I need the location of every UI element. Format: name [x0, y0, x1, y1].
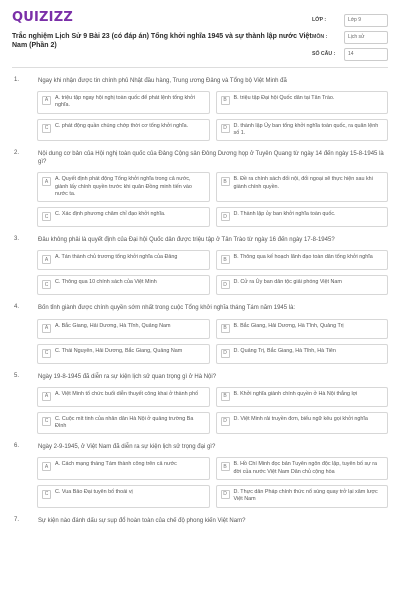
option-letter-box: A — [42, 177, 51, 186]
question-text: Nội dung cơ bản của Hội nghị toàn quốc của Đảng Cộng sản Đông Dương họp ở Tuyên Quang từ ngày 14 đến ngày 15-8-1945 là gì? — [38, 151, 384, 166]
answer-option-c[interactable] — [37, 207, 210, 227]
quizizz-logo: QUIZIZZ — [12, 10, 73, 25]
answer-option-b[interactable] — [216, 319, 389, 339]
question-header — [12, 443, 388, 451]
option-text: C. Xác định phương châm chỉ đạo khởi nghĩa. — [55, 211, 166, 218]
question-number: 3. — [14, 236, 20, 243]
option-letter-box: B — [221, 392, 230, 401]
option-text: A. Tán thành chủ trương tổng khởi nghĩa của Đảng — [55, 254, 178, 261]
question-4 — [12, 304, 388, 363]
answer-option-b[interactable] — [216, 91, 389, 114]
option-text: A. Quyết định phát động Tổng khởi nghĩa trong cả nước, giành lấy chính quyền trước khi quân Đồng minh tiến vào nước ta. — [55, 176, 192, 198]
answer-option-c[interactable] — [37, 344, 210, 364]
question-header — [12, 77, 388, 85]
option-letter-box: C — [42, 349, 51, 358]
option-letter-box: D — [221, 349, 230, 358]
option-text: B. Hồ Chí Minh đọc bản Tuyên ngôn độc lập, tuyên bố sự ra đời của nước Việt Nam Dân chủ cộng hòa — [233, 461, 378, 475]
option-text: D. thành lập Ủy ban tổng khởi nghĩa toàn quốc, ra quân lệnh số 1. — [233, 122, 379, 136]
option-letter-box: A — [42, 324, 51, 333]
answer-option-d[interactable] — [216, 275, 389, 295]
answer-option-b[interactable] — [216, 250, 389, 270]
answer-option-b[interactable] — [216, 457, 389, 480]
answer-option-a[interactable] — [37, 457, 210, 480]
question-text: Ngày 19-8-1945 đã diễn ra sự kiện lịch sử quan trọng gì ở Hà Nội? — [38, 373, 217, 380]
option-text: A. Cách mạng tháng Tám thành công trên cả nước — [55, 461, 177, 468]
option-text: B. triệu tập Đại hội Quốc dân tại Tân Trào. — [233, 95, 335, 102]
answer-option-c[interactable] — [37, 275, 210, 295]
option-text: D. Cử ra Ủy ban dân tộc giải phóng Việt Nam — [233, 279, 342, 286]
meta-count-row — [312, 48, 388, 61]
answer-options — [12, 91, 388, 141]
option-letter-box: D — [221, 124, 230, 133]
option-text: C. Cuộc mít tinh của nhân dân Hà Nội ở quảng trường Ba Đình — [55, 415, 194, 429]
answer-option-a[interactable] — [37, 91, 210, 114]
option-text: D. Việt Minh rải truyền đơn, biểu ngữ kêu gọi khởi nghĩa — [233, 415, 368, 422]
question-7 — [12, 517, 388, 525]
question-number: 2. — [14, 150, 20, 157]
question-text: Ngay khi nhận được tin chính phủ Nhật đầu hàng, Trung ương Đảng và Tổng bộ Việt Minh đã — [38, 78, 287, 84]
meta-subject-label: MÔN : — [312, 34, 328, 40]
option-letter-box: D — [221, 212, 230, 221]
meta-class-label: LỚP : — [312, 17, 327, 23]
option-letter-box: B — [221, 255, 230, 264]
question-2 — [12, 150, 388, 227]
question-header — [12, 517, 388, 525]
option-letter-box: C — [42, 124, 51, 133]
option-letter-box: A — [42, 462, 51, 471]
meta-subject-row — [312, 31, 388, 44]
question-text: Đâu không phải là quyết định của Đại hội Quốc dân được triệu tập ở Tân Trào từ ngày 16 đến ngày 17-8-1945? — [38, 237, 335, 244]
question-header — [12, 304, 388, 312]
meta-subject-value: Lịch sử — [344, 31, 388, 44]
answer-option-a[interactable] — [37, 250, 210, 270]
option-letter-box: C — [42, 212, 51, 221]
question-text: Ngày 2-9-1945, ở Việt Nam đã diễn ra sự kiện lịch sử trọng đại gì? — [38, 444, 216, 451]
option-text: D. Quảng Trị, Bắc Giang, Hà Tĩnh, Hà Tiên — [233, 347, 336, 354]
question-text: Sự kiện nào đánh dấu sự sụp đổ hoàn toàn của chế độ phong kiến Việt Nam? — [38, 517, 246, 524]
answer-options — [12, 457, 388, 507]
option-text: D. Thực dân Pháp chính thức nổ súng quay trở lại xâm lược Việt Nam — [233, 488, 378, 503]
question-header — [12, 373, 388, 381]
question-text: Bốn tỉnh giành được chính quyền sớm nhất trong cuộc Tổng khởi nghĩa tháng Tám năm 1945 là: — [38, 305, 296, 312]
option-text: A. Việt Minh tổ chức buổi diễn thuyết công khai ở thành phố — [55, 390, 199, 397]
option-text: A. triệu tập ngay hội nghị toàn quốc để phát lệnh tổng khởi nghĩa. — [55, 95, 195, 109]
question-number: 7. — [14, 516, 20, 523]
answer-option-d[interactable] — [216, 412, 389, 435]
meta-count-value: 14 — [344, 48, 388, 61]
option-letter-box: C — [42, 417, 51, 426]
option-text: C. phát động quần chúng chớp thời cơ tổng khởi nghĩa. — [55, 122, 189, 129]
option-letter-box: D — [221, 490, 230, 499]
answer-option-b[interactable] — [216, 172, 389, 202]
question-header — [12, 150, 388, 166]
answer-options — [12, 172, 388, 227]
question-number: 1. — [14, 77, 20, 83]
option-letter-box: C — [42, 490, 51, 499]
option-text: D. Thành lập ủy ban khởi nghĩa toàn quốc. — [233, 211, 336, 218]
worksheet-title: Trắc nghiệm Lịch Sử 9 Bài 23 (có đáp án) Tổng khởi nghĩa 1945 và sự thành lập nước Việt Nam (Phần 2) — [12, 33, 312, 50]
answer-option-a[interactable] — [37, 172, 210, 202]
question-1 — [12, 77, 388, 141]
answer-option-c[interactable] — [37, 412, 210, 435]
answer-options — [12, 387, 388, 435]
answer-option-a[interactable] — [37, 387, 210, 407]
option-letter-box: A — [42, 255, 51, 264]
meta-class-value: Lớp 9 — [344, 14, 388, 27]
question-number: 4. — [14, 304, 20, 311]
question-list — [12, 77, 388, 525]
option-letter-box: D — [221, 417, 230, 426]
option-letter-box: A — [42, 392, 51, 401]
option-text: B. Thông qua kế hoạch lãnh đạo toàn dân tổng khởi nghĩa — [233, 254, 373, 261]
option-letter-box: A — [42, 96, 51, 105]
question-3 — [12, 236, 388, 295]
option-letter-box: B — [221, 96, 230, 105]
option-text: C. Thái Nguyên, Hải Dương, Bắc Giang, Quảng Nam — [55, 347, 183, 354]
question-number: 6. — [14, 443, 20, 450]
question-number: 5. — [14, 372, 20, 379]
option-letter-box: D — [221, 280, 230, 289]
option-letter-box: B — [221, 324, 230, 333]
answer-options — [12, 250, 388, 295]
question-5 — [12, 373, 388, 435]
option-text: B. Bắc Giang, Hải Dương, Hà Tĩnh, Quảng Trị — [233, 322, 344, 329]
answer-option-d[interactable] — [216, 485, 389, 508]
meta-count-label: SỐ CÂU : — [312, 51, 336, 57]
answer-options — [12, 319, 388, 364]
meta-class-row — [312, 14, 388, 27]
answer-option-c[interactable] — [37, 485, 210, 508]
option-letter-box: B — [221, 177, 230, 186]
answer-option-b[interactable] — [216, 387, 389, 407]
answer-option-c[interactable] — [37, 119, 210, 142]
option-text: B. Đề ra chính sách đối nội, đối ngoại sẽ thực hiện sau khi giành chính quyền. — [233, 176, 373, 190]
option-letter-box: C — [42, 280, 51, 289]
answer-option-a[interactable] — [37, 319, 210, 339]
worksheet-meta — [312, 10, 388, 61]
answer-option-d[interactable] — [216, 344, 389, 364]
answer-option-d[interactable] — [216, 119, 389, 142]
question-6 — [12, 443, 388, 507]
header-left — [12, 10, 312, 61]
option-text: A. Bắc Giang, Hải Dương, Hà Tĩnh, Quảng Nam — [55, 322, 171, 329]
answer-option-d[interactable] — [216, 207, 389, 227]
option-text: B. Khởi nghĩa giành chính quyền ở Hà Nội thắng lợi — [233, 390, 358, 397]
option-text: C. Vua Bảo Đại tuyên bố thoái vị — [55, 488, 133, 495]
worksheet-header — [12, 10, 388, 68]
question-header — [12, 236, 388, 244]
option-text: C. Thông qua 10 chính sách của Việt Minh — [55, 279, 157, 286]
option-letter-box: B — [221, 462, 230, 471]
